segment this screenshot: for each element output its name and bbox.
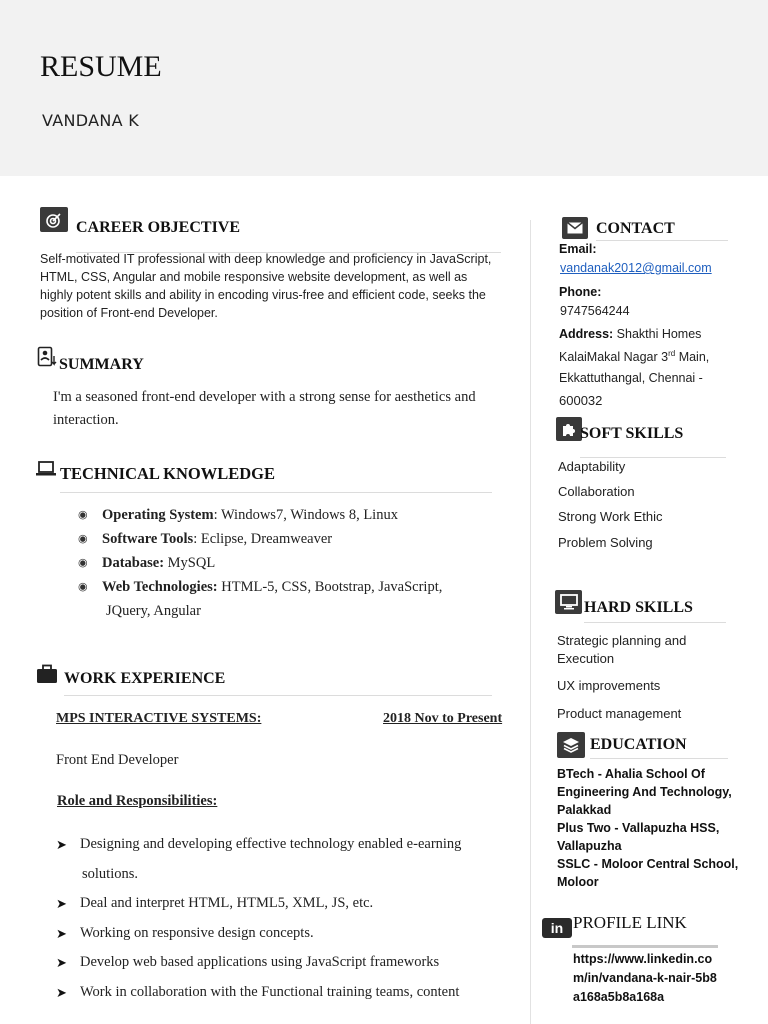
education-item: BTech - Ahalia School Of Engineering And Technology, Palakkad bbox=[557, 767, 732, 817]
bullet-icon: ◉ bbox=[78, 533, 88, 545]
bullet-icon: ◉ bbox=[78, 581, 88, 593]
list-item: ➤ Develop web based applications using JavaScript frameworks bbox=[56, 948, 532, 978]
list-item bbox=[78, 551, 518, 575]
arrow-bullet-icon: ➤ bbox=[56, 837, 67, 852]
linkedin-icon: in bbox=[542, 918, 572, 938]
list-item bbox=[78, 503, 518, 527]
responsibilities-list bbox=[56, 830, 532, 1007]
phone-number: 9747564244 bbox=[560, 304, 630, 318]
soft-skills-heading: SOFT SKILLS bbox=[580, 425, 684, 442]
arrow-bullet-icon: ➤ bbox=[56, 925, 67, 941]
resume-title: RESUME bbox=[40, 50, 162, 83]
section-rule bbox=[580, 457, 726, 458]
item-value: : Eclipse, Dreamweaver bbox=[193, 531, 333, 547]
education-item: Plus Two - Vallapuzha HSS, Vallapuzha bbox=[557, 821, 720, 853]
linkedin-url[interactable]: https://www.linkedin.com/in/vandana-k-nair-5b8a168a5b8a168a bbox=[573, 952, 717, 1004]
career-objective-text: Self-motivated IT professional with deep knowledge and proficiency in JavaScript, HTML, CSS, Angular and mobile responsive website development, as well as highly potent skills and ability in encoding virus-free and efficient code, seeks the position of Front-end Developer. bbox=[40, 252, 492, 320]
summary-heading: SUMMARY bbox=[59, 356, 144, 373]
section-rule bbox=[596, 240, 728, 241]
hard-skill-item: Strategic planning and Execution bbox=[557, 633, 687, 666]
address-line-3: Ekkattuthangal, Chennai - bbox=[559, 371, 703, 385]
candidate-name: VANDANA K bbox=[42, 111, 140, 130]
laptop-icon bbox=[35, 460, 57, 478]
address-line-1: Address: Shakthi Homes bbox=[559, 327, 702, 341]
item-continuation: JQuery, Angular bbox=[106, 603, 201, 619]
profile-icon bbox=[37, 346, 57, 368]
education-heading: EDUCATION bbox=[590, 736, 687, 753]
item-value: HTML-5, CSS, Bootstrap, JavaScript, bbox=[217, 579, 443, 595]
header-band bbox=[0, 0, 768, 176]
list-item: ➤ Working on responsive design concepts. bbox=[56, 919, 532, 949]
arrow-bullet-icon: ➤ bbox=[56, 955, 67, 970]
mail-icon bbox=[562, 217, 588, 239]
summary-text: I'm a seasoned front-end developer with a strong sense for aesthetics and interaction. bbox=[53, 389, 476, 428]
section-rule bbox=[572, 945, 718, 948]
list-item: ➤ Deal and interpret HTML, HTML5, XML, JS, etc. bbox=[56, 889, 532, 919]
work-experience-heading: WORK EXPERIENCE bbox=[64, 670, 226, 687]
email-link[interactable]: vandanak2012@gmail.com bbox=[560, 261, 712, 275]
target-icon bbox=[40, 207, 68, 232]
section-rule bbox=[64, 695, 492, 696]
soft-skill-item: Strong Work Ethic bbox=[558, 509, 663, 524]
arrow-bullet-icon: ➤ bbox=[56, 984, 67, 1000]
list-item bbox=[78, 575, 518, 623]
section-rule bbox=[584, 622, 726, 623]
soft-skill-item: Problem Solving bbox=[558, 535, 653, 550]
section-rule bbox=[60, 492, 492, 493]
list-item-continuation: solutions. bbox=[82, 865, 138, 882]
job-role: Front End Developer bbox=[56, 752, 179, 768]
item-value: MySQL bbox=[164, 555, 216, 571]
profile-link-heading: PROFILE LINK bbox=[573, 913, 687, 932]
item-value: : Windows7, Windows 8, Linux bbox=[213, 507, 398, 523]
soft-skill-item: Collaboration bbox=[558, 484, 635, 499]
responsibilities-heading: Role and Responsibilities: bbox=[57, 793, 218, 809]
education-list bbox=[557, 765, 762, 891]
technical-knowledge-heading: TECHNICAL KNOWLEDGE bbox=[60, 464, 275, 483]
bullet-icon: ◉ bbox=[78, 557, 88, 569]
company-name: MPS INTERACTIVE SYSTEMS: bbox=[56, 711, 262, 726]
item-label: Software Tools bbox=[102, 531, 194, 547]
education-item: SSLC - Moloor Central School, Moloor bbox=[557, 857, 739, 889]
arrow-bullet-icon: ➤ bbox=[56, 896, 67, 911]
list-item: ➤ Designing and developing effective technology enabled e-earning bbox=[56, 830, 532, 860]
address-line-2: KalaiMakal Nagar 3rd Main, bbox=[559, 349, 710, 365]
soft-skill-item: Adaptability bbox=[558, 459, 626, 474]
hard-skill-item: Product management bbox=[557, 706, 682, 721]
address-line-4: 600032 bbox=[559, 393, 603, 408]
technical-knowledge-list bbox=[78, 503, 518, 623]
bullet-icon: ◉ bbox=[78, 509, 88, 521]
item-label: Database: bbox=[102, 555, 165, 571]
contact-heading: CONTACT bbox=[596, 220, 675, 237]
hard-skills-heading: HARD SKILLS bbox=[584, 599, 693, 616]
employment-period: 2018 Nov to Present bbox=[383, 711, 503, 726]
list-item bbox=[78, 527, 518, 551]
item-label: Operating System bbox=[102, 507, 214, 523]
layers-icon bbox=[557, 732, 585, 758]
monitor-icon bbox=[555, 590, 582, 614]
career-objective-heading: CAREER OBJECTIVE bbox=[76, 219, 241, 236]
puzzle-icon bbox=[556, 417, 582, 441]
hard-skill-item: UX improvements bbox=[557, 678, 661, 693]
briefcase-icon bbox=[36, 664, 58, 684]
section-rule bbox=[590, 758, 728, 759]
item-label: Web Technologies: bbox=[102, 579, 218, 595]
list-item: ➤ Work in collaboration with the Functional training teams, content bbox=[56, 978, 532, 1008]
phone-label: Phone: bbox=[559, 285, 602, 299]
email-label: Email: bbox=[559, 242, 597, 256]
